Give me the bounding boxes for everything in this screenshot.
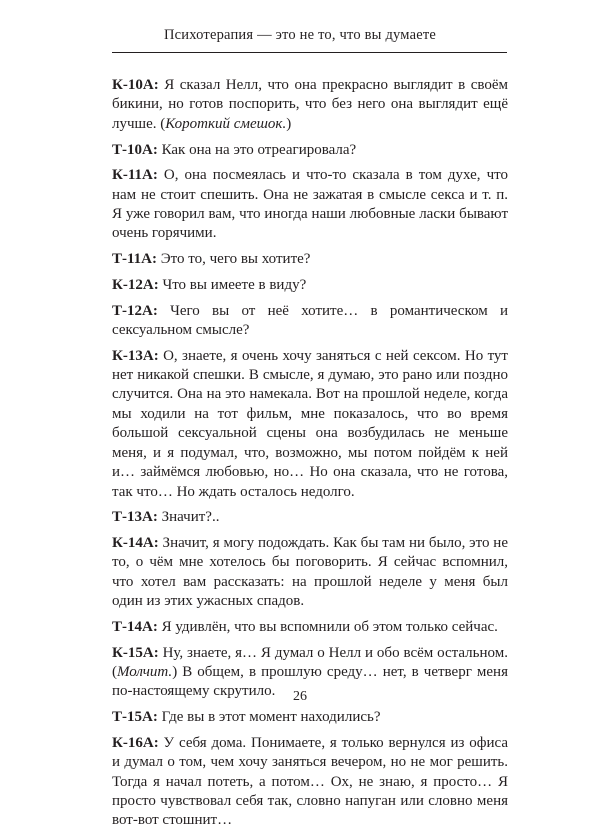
speaker-label: К-12А: <box>112 276 159 293</box>
dialogue-paragraph <box>112 302 508 341</box>
utterance-text: Значит?.. <box>157 509 220 526</box>
utterance-text: ) В общем, в прошлую среду… нет, в четверг меня по-настоящему скрутило. <box>112 663 508 700</box>
speaker-label: Т-10А: <box>112 141 158 158</box>
speaker-label: К-16А: <box>112 734 159 751</box>
utterance-text: Чего вы от неё хотите… в романтическом и сексуальном смысле? <box>112 302 508 338</box>
dialogue-paragraph <box>112 708 508 727</box>
speaker-label: К-10А: <box>112 77 159 93</box>
utterance-text: О, она посмеялась и что-то сказала в том духе, что нам не стоит спешить. Она не зажатая в смысле секса и т. п. Я уже говорил вам, что иногда наши любовные ласки бывают очень горячими. <box>112 167 508 242</box>
utterance-text: Как она на это отреагировала? <box>157 141 357 158</box>
dialogue-paragraph <box>112 141 508 160</box>
dialogue-paragraph <box>112 734 508 831</box>
utterance-text: У себя дома. Понимаете, я только вернулся из офиса и думал о том, чем хочу заняться вечером, но не мог решить. Тогда я начал потеть, а потом… Ох, не знаю, я просто… Я просто чувствовал себя так, словно напуган или словно меня вот-вот стошнит… <box>112 734 508 829</box>
speaker-label: Т-13А: <box>112 509 158 526</box>
dialogue-paragraph <box>112 534 508 612</box>
dialogue-paragraph <box>112 76 508 134</box>
utterance-text: Я удивлён, что вы вспомнили об этом только сейчас. <box>157 618 498 635</box>
speaker-label: К-15А: <box>112 644 159 661</box>
speaker-label: Т-12А: <box>112 302 158 319</box>
dialogue-paragraph <box>112 276 508 295</box>
utterance-text: Я сказал Нелл, что она прекрасно выглядит в своём бикини, но готов поспорить, что без него она выглядит ещё лучше. ( <box>112 77 508 132</box>
speaker-label: К-11А: <box>112 167 158 184</box>
running-head: Психотерапия — это не то, что вы думаете <box>163 27 437 43</box>
dialogue-paragraph <box>112 508 508 527</box>
dialogue-paragraph <box>112 250 508 269</box>
speaker-label: Т-15А: <box>112 709 158 726</box>
speaker-label: Т-14А: <box>112 618 158 635</box>
speaker-label: Т-11А: <box>112 251 157 268</box>
utterance-text: Где вы в этот момент находились? <box>157 709 381 726</box>
speaker-label: К-13А: <box>112 347 159 364</box>
page-number: 26 <box>293 689 307 704</box>
utterance-text: Это то, чего вы хотите? <box>157 251 311 268</box>
utterance-text: Ну, знаете, я… Я думал о Нелл и обо всём остальном. ( <box>112 644 508 680</box>
utterance-text: О, знаете, я очень хочу заняться с ней сексом. Но тут нет никакой спешки. В смысле, я думаю, это рано или поздно случится. Она на это намекала. Вот на прошлой неделе, когда мы ходили на тот фильм, мне показалось, что во время большой сексуальной сцены она возбудилась не меньше меня, и я подумал, что, возможно, мы потом пойдём к ней и… займёмся любовью, но… Но она сказала, что не готова, так что… Но ждать осталось недолго. <box>112 347 508 500</box>
stage-direction: Короткий смешок. <box>165 115 287 132</box>
header-rule <box>112 52 507 53</box>
dialogue-text <box>112 76 508 837</box>
speaker-label: К-14А: <box>112 534 159 551</box>
stage-direction: Молчит. <box>117 663 173 680</box>
dialogue-paragraph <box>112 166 508 244</box>
utterance-text: Значит, я могу подождать. Как бы там ни было, это не то, о чём мне хотелось бы поговорить. Я сейчас вспомнил, что хотел вам рассказать: на прошлой неделе у меня был один из этих ужасных спадов. <box>112 534 508 610</box>
utterance-text: Что вы имеете в виду? <box>158 276 307 293</box>
dialogue-paragraph <box>112 618 508 637</box>
utterance-text: ) <box>286 115 292 132</box>
dialogue-paragraph <box>112 347 508 502</box>
